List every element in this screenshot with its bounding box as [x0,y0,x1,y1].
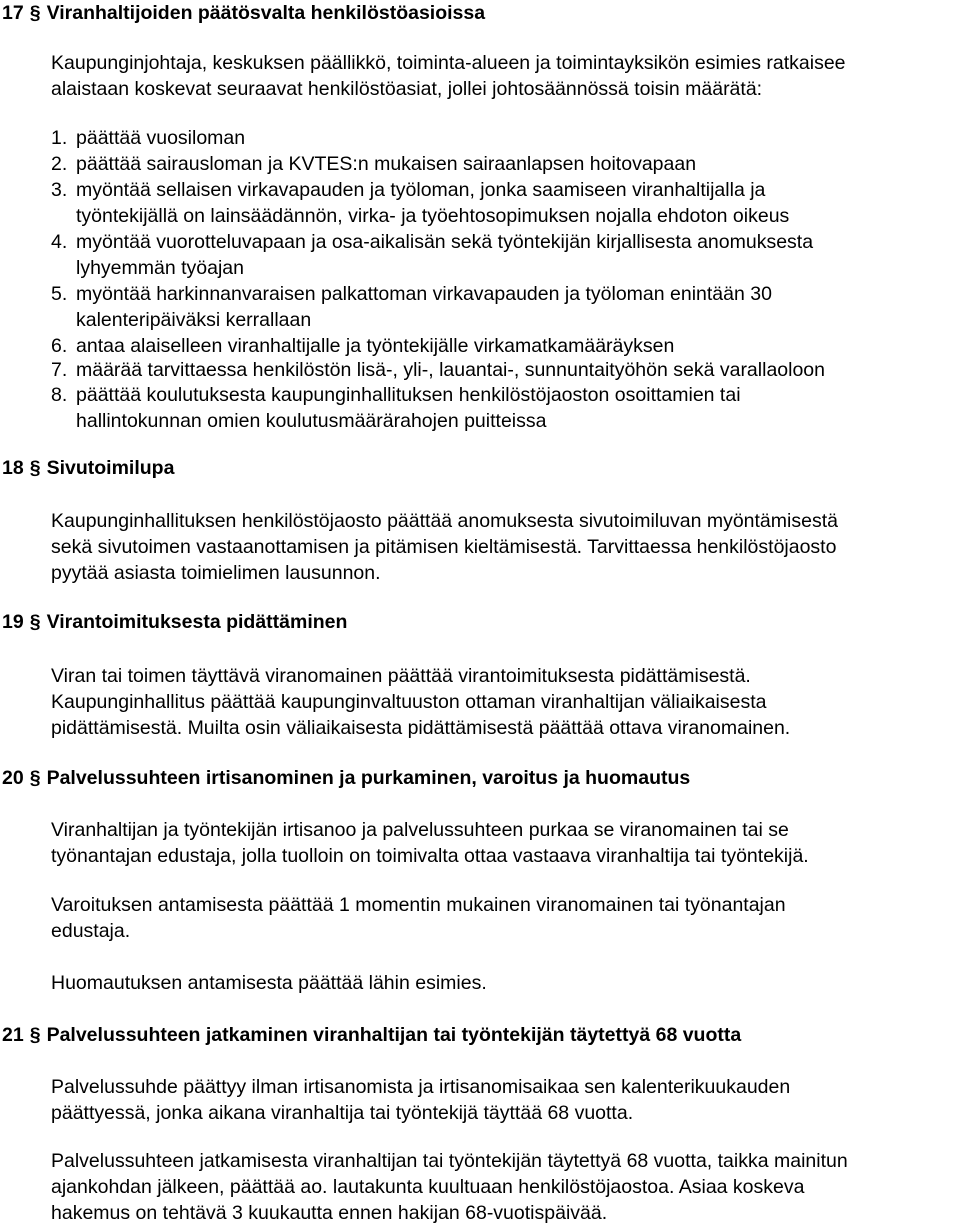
list-number: 5. [51,283,68,305]
text-line: päättää koulutuksesta kaupunginhallituksen henkilöstöjaoston osoittamien tai [76,384,741,406]
text-line: Varoituksen antamisesta päättää 1 momentin mukainen viranomainen tai työnantajan [51,894,786,916]
list-number: 6. [51,335,68,357]
text-line: Kaupunginhallitus päättää kaupunginvaltuuston ottaman viranhaltijan väliaikaisesta [51,691,767,713]
section-title: Palvelussuhteen irtisanominen ja purkaminen, varoitus ja huomautus [46,767,691,789]
section-19-paragraph [51,663,956,741]
section-21-heading [2,1022,741,1048]
list-number: 4. [51,231,68,253]
text-line: edustaja. [51,920,131,942]
text-line: pyytää asiasta toimielimen lausunnon. [51,562,381,584]
section-symbol: § [29,457,41,479]
text-line: myöntää sellaisen virkavapauden ja työloman, jonka saamiseen viranhaltijalla ja [76,179,766,201]
text-line: päättyessä, jonka aikana viranhaltija tai työntekijä täyttää 68 vuotta. [51,1102,634,1124]
section-symbol: § [29,2,41,24]
list-number: 7. [51,359,68,381]
text-line: hallintokunnan omien koulutusmäärärahojen puitteissa [76,410,547,432]
text-line: lyhyemmän työajan [76,257,244,279]
section-number: 21 [2,1024,24,1046]
section-20-paragraph-2 [51,892,956,944]
section-20-paragraph-3 [51,970,956,996]
section-symbol: § [29,767,41,789]
section-number: 17 [2,2,24,24]
section-17-intro [51,50,956,102]
text-line: Palvelussuhde päättyy ilman irtisanomista ja irtisanomisaikaa sen kalenterikuukauden [51,1076,791,1098]
text-line: hakemus on tehtävä 3 kuukautta ennen hakijan 68-vuotispäivää. [51,1202,608,1224]
text-line: Palvelussuhteen jatkamisesta viranhaltijan tai työntekijän täytettyä 68 vuotta, taikka mainitun [51,1150,848,1172]
text-line: työnantajan edustaja, jolla tuolloin on toimivalta ottaa vastaava viranhaltija tai työntekijä. [51,845,809,867]
text-line: myöntää vuorotteluvapaan ja osa-aikalisän sekä työntekijän kirjallisesta anomuksesta [76,231,814,253]
list-number: 3. [51,179,68,201]
text-line: päättää sairausloman ja KVTES:n mukaisen sairaanlapsen hoitovapaan [76,153,697,175]
section-20-paragraph-1 [51,817,956,869]
section-18-paragraph [51,508,956,586]
section-title: Virantoimituksesta pidättäminen [46,611,348,633]
section-number: 18 [2,457,24,479]
section-symbol: § [29,611,41,633]
text-line: Viranhaltijan ja työntekijän irtisanoo ja palvelussuhteen purkaa se viranomainen tai se [51,819,789,841]
text-line: ajankohdan jälkeen, päättää ao. lautakunta kuultuaan henkilöstöjaostoa. Asiaa koskeva [51,1176,805,1198]
list-number: 1. [51,127,68,149]
section-title: Palvelussuhteen jatkaminen viranhaltijan tai työntekijän täytettyä 68 vuotta [46,1024,742,1046]
text-line: Kaupunginhallituksen henkilöstöjaosto päättää anomuksesta sivutoimiluvan myöntämisestä [51,510,838,532]
list-number: 2. [51,153,68,175]
text-line: alaistaan koskevat seuraavat henkilöstöasiat, jollei johtosäännössä toisin määrätä: [51,78,763,100]
section-title: Sivutoimilupa [46,457,175,479]
text-line: kalenteripäiväksi kerrallaan [76,309,312,331]
section-number: 19 [2,611,24,633]
section-symbol: § [29,1024,41,1046]
text-line: määrää tarvittaessa henkilöstön lisä-, yli-, lauantai-, sunnuntaityöhön sekä varallaoloon [76,359,825,381]
section-title: Viranhaltijoiden päätösvalta henkilöstöasioissa [46,2,486,24]
text-line: sekä sivutoimen vastaanottamisen ja pitämisen kieltämisestä. Tarvittaessa henkilöstöjaosto [51,536,837,558]
text-line: Kaupunginjohtaja, keskuksen päällikkö, toiminta-alueen ja toimintayksikön esimies ratkaisee [51,52,846,74]
section-17-heading [2,0,485,26]
text-line: Viran tai toimen täyttävä viranomainen päättää virantoimituksesta pidättämisestä. [51,665,751,687]
section-21-paragraph-2 [51,1148,956,1226]
section-19-heading [2,609,347,635]
section-20-heading [2,765,690,791]
text-line: päättää vuosiloman [76,127,246,149]
text-line: pidättämisestä. Muilta osin väliaikaisesta pidättämisestä päättää ottava viranomainen. [51,717,791,739]
text-line: myöntää harkinnanvaraisen palkattoman virkavapauden ja työloman enintään 30 [76,283,772,305]
list-number: 8. [51,384,68,406]
section-18-heading [2,455,174,481]
text-line: työntekijällä on lainsäädännön, virka- ja työehtosopimuksen nojalla ehdoton oikeus [76,205,790,227]
text-line: antaa alaiselleen viranhaltijalle ja työntekijälle virkamatkamääräyksen [76,335,675,357]
section-21-paragraph-1 [51,1074,956,1126]
section-number: 20 [2,767,24,789]
text-line: Huomautuksen antamisesta päättää lähin esimies. [51,972,487,994]
